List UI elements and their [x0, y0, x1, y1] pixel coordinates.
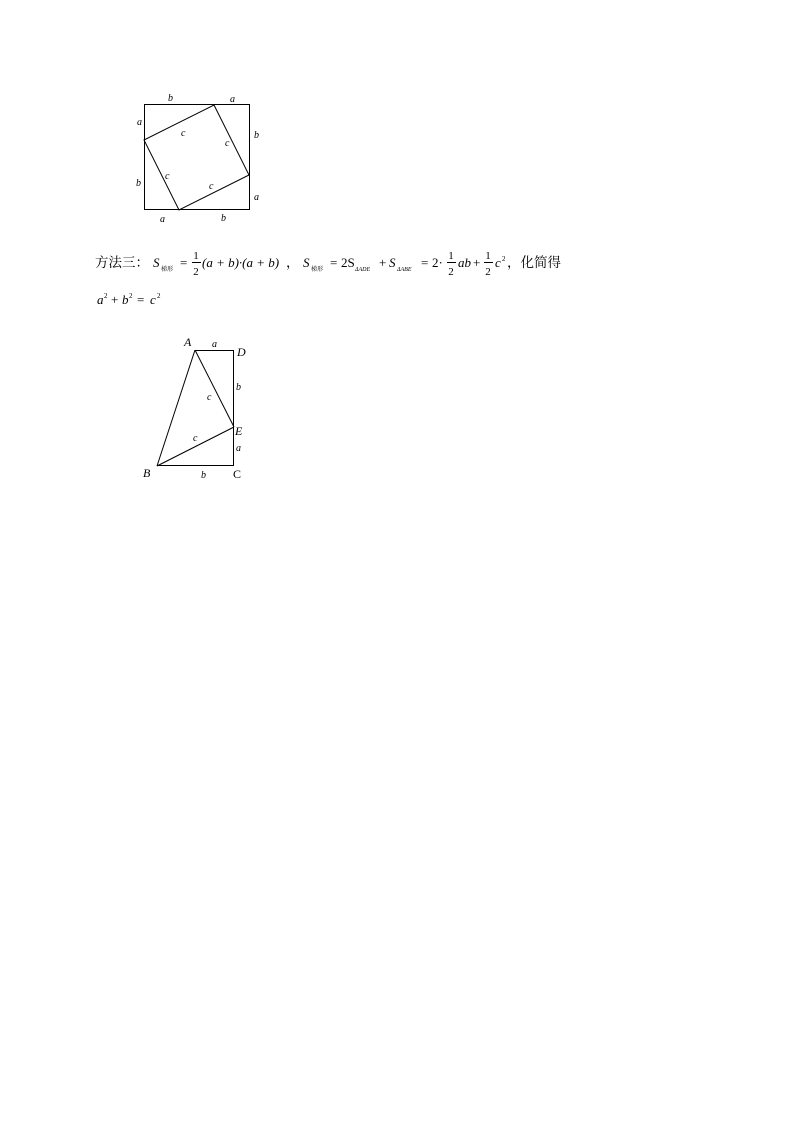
method3-prefix: 方法三：	[95, 255, 149, 271]
label-bottom-b-2: b	[201, 470, 206, 481]
method3-suffix: ，化简得	[507, 255, 561, 271]
sub-abe: ΔABE	[397, 267, 412, 273]
s-trapezoid-2: S	[303, 255, 310, 270]
label-left-a: a	[137, 117, 142, 128]
frac1-num: 1	[193, 250, 199, 262]
two-dot: 2·	[432, 255, 443, 270]
result-plus: +	[111, 292, 119, 307]
label-inner-c-bottom: c	[209, 181, 214, 192]
label-c-be: c	[193, 433, 198, 444]
label-top-b: b	[168, 93, 173, 104]
plus-2: +	[473, 255, 481, 270]
equals-1: =	[180, 255, 188, 270]
c-sup2: 2	[502, 255, 506, 263]
label-inner-c-right: c	[225, 138, 230, 149]
c-term: c	[495, 255, 501, 270]
s-trapezoid-1: S	[153, 255, 160, 270]
label-bottom-a: a	[160, 214, 165, 225]
inner-square	[144, 105, 249, 210]
frac3-num: 1	[485, 250, 491, 262]
result-b-sup: 2	[129, 292, 133, 300]
figure-square-proof	[136, 93, 259, 225]
label-bottom-b: b	[221, 213, 226, 224]
two-s: 2S	[341, 255, 355, 270]
equals-3: =	[421, 255, 429, 270]
result-a: a	[97, 292, 104, 307]
result-c-sup: 2	[157, 292, 161, 300]
label-top-a-2: a	[212, 339, 217, 350]
point-d: D	[237, 345, 246, 359]
point-c: C	[233, 467, 242, 481]
result-eq: =	[137, 292, 145, 307]
frac2-num: 1	[448, 250, 454, 262]
label-right-a-2: a	[236, 443, 241, 454]
ab-term: ab	[458, 255, 471, 270]
expr-product: (a + b)·(a + b)	[202, 255, 280, 270]
result-c: c	[150, 292, 156, 307]
sub-ade: ΔADE	[355, 267, 371, 273]
segment-ae	[195, 350, 234, 427]
point-e: E	[235, 424, 243, 438]
label-left-b: b	[136, 178, 141, 189]
equals-2: =	[330, 255, 338, 270]
label-inner-c-top: c	[181, 128, 186, 139]
frac3-den: 2	[485, 266, 491, 278]
result-a-sup: 2	[104, 292, 108, 300]
label-c-ae: c	[207, 392, 212, 403]
point-a: A	[184, 335, 192, 349]
label-top-a: a	[230, 94, 235, 105]
figure-trapezoid-proof	[143, 335, 246, 481]
sub-trapezoid-1: 梯形	[161, 266, 174, 273]
label-inner-c-left: c	[165, 171, 170, 182]
sub-trapezoid-2: 梯形	[311, 266, 324, 273]
point-b: B	[143, 466, 151, 480]
method3-formula	[95, 250, 561, 278]
outer-square	[145, 105, 250, 210]
comma-1: ，	[286, 255, 300, 271]
label-right-b-2: b	[236, 382, 241, 393]
label-right-a: a	[254, 192, 259, 203]
label-right-b: b	[254, 130, 259, 141]
side-ab	[157, 350, 195, 466]
result-b: b	[122, 292, 129, 307]
frac2-den: 2	[448, 266, 454, 278]
frac1-den: 2	[193, 266, 199, 278]
result-equation	[97, 292, 161, 307]
plus-1: +	[379, 255, 387, 270]
s-abe: S	[389, 255, 396, 270]
